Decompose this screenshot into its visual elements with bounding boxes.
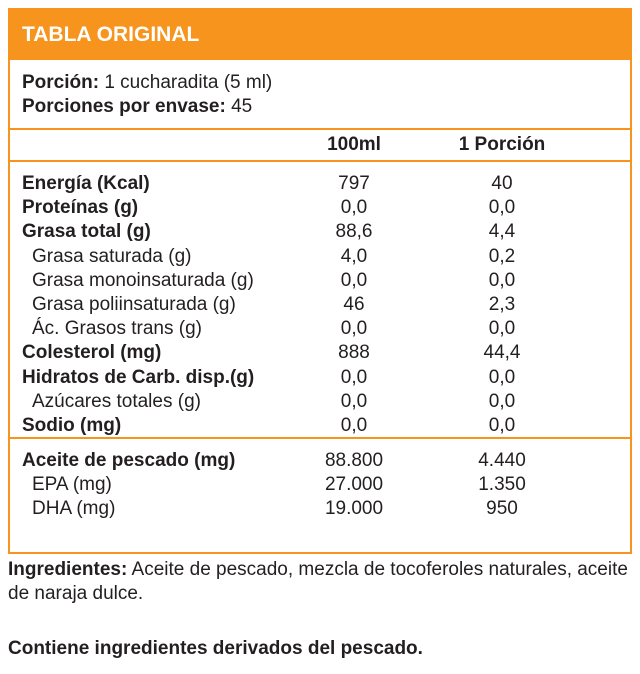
column-headers <box>10 130 630 162</box>
row-label: Grasa total (g) <box>22 221 151 243</box>
serving-size-value: 1 cucharadita (5 ml) <box>99 72 273 93</box>
allergen-warning: Contiene ingredientes derivados del pescado. <box>8 638 423 659</box>
value-portion: 40 <box>491 173 513 194</box>
nutrition-table <box>8 8 632 554</box>
value-100ml: 0,0 <box>340 414 368 436</box>
row-label: EPA (mg) <box>32 474 112 496</box>
value-portion: 0,0 <box>488 366 516 388</box>
value-portion: 44,4 <box>483 342 521 364</box>
value-portion: 0,0 <box>488 390 516 412</box>
row-label: Colesterol (mg) <box>22 342 162 364</box>
portion-info <box>10 60 630 130</box>
row-label: Proteínas (g) <box>22 197 139 219</box>
table-row <box>10 449 630 473</box>
value-100ml: 797 <box>338 173 370 194</box>
ingredients-label: Ingredientes: <box>8 559 128 580</box>
row-label: Ác. Grasos trans (g) <box>32 318 202 340</box>
table-row <box>10 220 630 244</box>
row-label: Grasa monoinsaturada (g) <box>32 269 254 291</box>
value-portion: 0,0 <box>488 318 516 340</box>
value-portion: 950 <box>486 498 518 520</box>
table-row <box>10 293 630 317</box>
table-row <box>10 269 630 293</box>
table-row <box>10 473 630 497</box>
table-row <box>10 317 630 341</box>
fish-oil-rows <box>10 439 630 522</box>
table-row <box>10 245 630 269</box>
nutrient-rows <box>10 162 630 439</box>
table-row <box>10 341 630 365</box>
value-100ml: 0,0 <box>340 366 368 388</box>
servings-label: Porciones por envase: <box>22 96 226 117</box>
row-label: Grasa saturada (g) <box>32 245 192 267</box>
value-portion: 0,0 <box>488 414 516 436</box>
value-portion: 4,4 <box>488 221 516 243</box>
table-row <box>10 172 630 196</box>
column-header-100ml: 100ml <box>327 134 381 155</box>
ingredients <box>8 558 636 606</box>
row-label: Grasa poliinsaturada (g) <box>32 293 236 315</box>
servings-value: 45 <box>225 96 253 117</box>
value-100ml: 888 <box>338 342 370 364</box>
serving-size-label: Porción: <box>22 72 100 93</box>
ingredients-text: Aceite de pescado, mezcla de tocoferoles naturales, aceite de naraja dulce. <box>8 559 628 604</box>
table-row <box>10 497 630 521</box>
row-label: Aceite de pescado (mg) <box>22 450 236 471</box>
value-portion: 0,0 <box>488 197 516 219</box>
row-label: Azúcares totales (g) <box>32 390 201 412</box>
table-row <box>10 390 630 414</box>
value-100ml: 46 <box>343 293 365 315</box>
value-100ml: 0,0 <box>340 390 368 412</box>
table-row <box>10 196 630 220</box>
value-100ml: 88,6 <box>335 221 373 243</box>
value-portion: 1.350 <box>478 474 526 496</box>
column-header-portion: 1 Porción <box>458 134 546 155</box>
value-100ml: 4,0 <box>340 245 368 267</box>
value-100ml: 0,0 <box>340 318 368 340</box>
value-portion: 0,0 <box>488 269 516 291</box>
value-100ml: 0,0 <box>340 269 368 291</box>
row-label: Energía (Kcal) <box>22 173 150 194</box>
value-portion: 0,2 <box>488 245 516 267</box>
value-100ml: 0,0 <box>340 197 368 219</box>
servings-per-container <box>22 95 630 119</box>
serving-size <box>22 71 630 95</box>
table-row <box>10 366 630 390</box>
row-label: DHA (mg) <box>32 498 116 520</box>
row-label: Hidratos de Carb. disp.(g) <box>22 366 255 388</box>
value-portion: 2,3 <box>488 293 516 315</box>
value-portion: 4.440 <box>478 450 526 471</box>
table-row <box>10 414 630 438</box>
table-title: TABLA ORIGINAL <box>10 10 630 60</box>
value-100ml: 19.000 <box>324 498 384 520</box>
value-100ml: 88.800 <box>324 450 384 471</box>
row-label: Sodio (mg) <box>22 414 122 436</box>
value-100ml: 27.000 <box>324 474 384 496</box>
